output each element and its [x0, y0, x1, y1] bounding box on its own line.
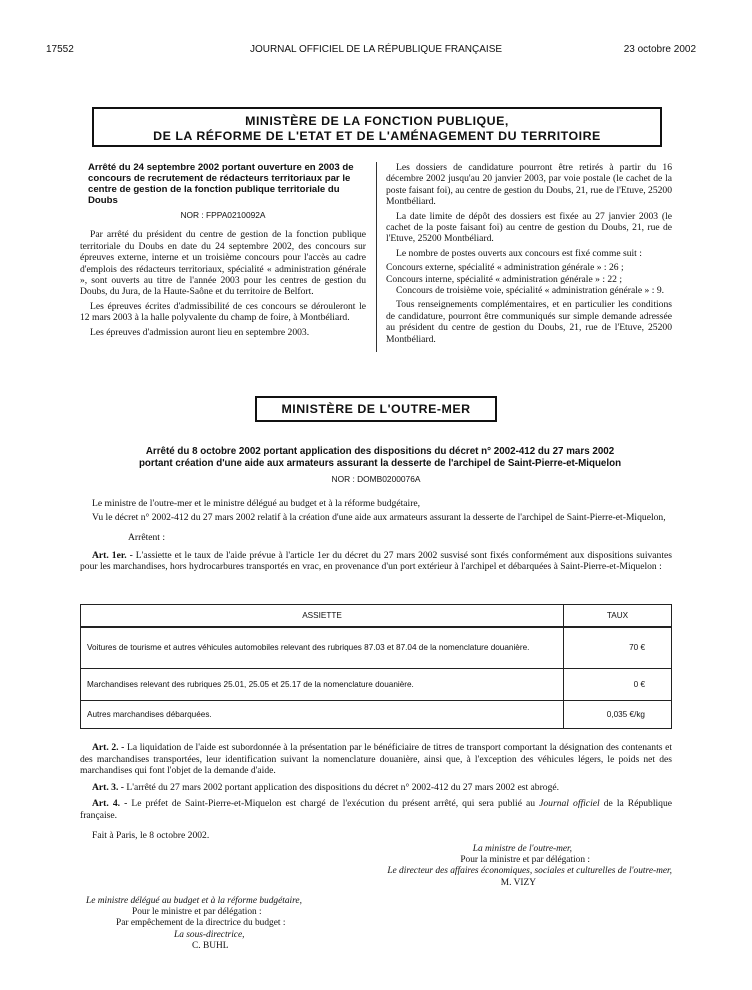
table-row	[81, 669, 672, 701]
article-1-text: L'assiette et le taux de l'aide prévue à l'article 1er du décret du 27 mars 2002 susvisé sont fixés conformément aux dispositions suivantes pour les marchandises, hors hydrocarbures transportés en vrac, en provenance d'un port extérieur à l'archipel et débarquées à Saint-Pierre-et-Miquelon :	[80, 549, 672, 573]
arrete2-title-line1: Arrêté du 8 octobre 2002 portant application des dispositions du décret n° 2002-412 du 27 mars 2002	[145, 446, 615, 457]
arrete1-paragraph: Le nombre de postes ouverts aux concours est fixé comme suit :	[396, 247, 642, 259]
article-1	[80, 550, 672, 573]
article-2-label: Art. 2. -	[92, 742, 125, 753]
header-taux: TAUX	[564, 605, 672, 627]
signatory-title: Le ministre délégué au budget et à la réforme budgétaire,	[86, 896, 302, 906]
postes-item: Concours de troisième voie, spécialité « administration générale » : 9.	[396, 285, 665, 297]
postes-item: Concours interne, spécialité « administration générale » : 22 ;	[386, 273, 623, 285]
issue-date: 23 octobre 2002	[623, 44, 696, 55]
column-divider	[376, 162, 377, 352]
article-4-text-a: Le préfet de Saint-Pierre-et-Miquelon est chargé de l'exécution du présent arrêté, qui sera publié au	[131, 798, 540, 810]
arrete1-paragraph: Les épreuves écrites d'admissibilité de ces concours se dérouleront le 12 mars 2003 à la halle polyvalente du champ de foire, à Montbéliard.	[80, 300, 366, 324]
arrete1-nor: NOR : FPPA0210092A	[180, 210, 266, 220]
article-4-journal: Journal officiel	[539, 798, 600, 810]
cell-taux: 0,035 €/kg	[564, 701, 672, 729]
signature-budget	[86, 896, 386, 952]
table-row	[81, 701, 672, 729]
arrete2-title	[60, 446, 700, 469]
signatory-delegation: Pour le ministre et par délégation :	[132, 907, 262, 918]
postes-item: Concours externe, spécialité « administration générale » : 26 ;	[386, 262, 624, 274]
article-3-label: Art. 3. -	[92, 781, 124, 793]
article-1-label: Art. 1er. -	[92, 549, 133, 561]
arrete2-intro	[80, 498, 672, 578]
table-row	[81, 627, 672, 669]
arrete1-paragraph: La date limite de dépôt des dossiers est fixée au 27 janvier 2003 (le cachet de la poste faisant foi) au centre de gestion du Doubs, 21, rue de l'Etuve, 25200 Montbéliard.	[386, 210, 672, 245]
signatory-delegation: Pour la ministre et par délégation :	[460, 855, 590, 866]
arrete1-paragraph: Les dossiers de candidature pourront être retirés à partir du 16 décembre 2002 jusqu'au 20 janvier 2003, par voie postale (le cachet de la poste faisant foi), au centre de gestion du Doubs, 21, rue de l'Etuve, 25200 Montbéliard.	[386, 162, 673, 208]
arrete1-paragraph: Par arrêté du président du centre de gestion de la fonction publique territoriale du Doubs en date du 24 septembre 2002, des concours sur épreuves externe, interne et un troisième concours pour l'accès au cadre d'emplois des rédacteurs territoriaux, spécialité « administration générale », sont ouverts au titre de l'année 2003 pour les centres de gestion du Doubs, du Jura, de la Haute-Saône et du territoire de Belfort.	[80, 229, 366, 298]
arrete1-title: Arrêté du 24 septembre 2002 portant ouverture en 2003 de concours de recrutement de rédacteurs territoriaux par le centre de gestion de la fonction publique territoriale du Doubs	[88, 162, 354, 206]
journal-title: JOURNAL OFFICIEL DE LA RÉPUBLIQUE FRANÇAISE	[249, 44, 503, 55]
signatory-name: C. BUHL	[192, 940, 229, 951]
intro-vu: Vu le décret n° 2002-412 du 27 mars 2002 relatif à la création d'une aide aux armateurs assurant la desserte de l'archipel de Saint-Pierre-et-Miquelon,	[92, 511, 666, 523]
arrete1-paragraph: Tous renseignements complémentaires, et en particulier les conditions de candidature, pourront être communiqués sur simple demande adressée au président du centre de gestion du Doubs, 21, rue de l'Etuve, 25200 Montbéliard.	[386, 299, 672, 345]
article-3	[80, 782, 672, 794]
cell-assiette: Marchandises relevant des rubriques 25.01, 25.05 et 25.17 de la nomenclature douanière.	[81, 669, 564, 701]
article-4-label: Art. 4. -	[92, 798, 128, 810]
cell-assiette: Voitures de tourisme et autres véhicules automobiles relevant des rubriques 87.03 et 87.04 de la nomenclature douanière.	[81, 627, 564, 669]
cell-assiette: Autres marchandises débarquées.	[81, 701, 564, 729]
signatory-name: M. VIZY	[500, 877, 536, 888]
cell-taux: 70 €	[564, 627, 672, 669]
article-2	[80, 742, 672, 777]
cell-taux: 0 €	[564, 669, 672, 701]
ministry-outre-mer-title: MINISTÈRE DE L'OUTRE-MER	[281, 402, 471, 416]
arrete1-paragraph: Les épreuves d'admission auront lieu en septembre 2003.	[90, 326, 310, 338]
ministry-fonction-publique-box	[92, 107, 662, 147]
ministry-title-line1: MINISTÈRE DE LA FONCTION PUBLIQUE,	[245, 114, 509, 128]
article-4	[80, 798, 672, 821]
arrete1-left-column	[80, 162, 366, 341]
signature-outre-mer	[300, 844, 672, 889]
signatory-subdirector: La sous-directrice,	[174, 929, 245, 940]
arrete2-nor: NOR : DOMB0200076A	[331, 474, 421, 484]
arrete1-right-column	[386, 162, 672, 348]
fait-a-paris: Fait à Paris, le 8 octobre 2002.	[92, 829, 210, 841]
article-2-text: La liquidation de l'aide est subordonnée à la présentation par le bénéficiaire de titres de transport comportant la désignation des contenants et des marchandises transportées, leur identification suivant la nomenclature douanière, ainsi que, à l'exception des véhicules légers, le poids net des marchandises qui font l'objet de la demande d'aide.	[80, 742, 673, 777]
ministry-outre-mer-box	[255, 396, 497, 422]
ministry-title-line2: DE LA RÉFORME DE L'ETAT ET DE L'AMÉNAGEMENT DU TERRITOIRE	[153, 129, 601, 143]
assiette-taux-table	[80, 604, 672, 729]
signatory-director: Le directeur des affaires économiques, sociales et culturelles de l'outre-mer,	[387, 866, 672, 877]
article-4-text-b: de la République française.	[80, 798, 673, 821]
signatory-title: La ministre de l'outre-mer,	[472, 844, 572, 854]
signatory-empechement: Par empêchement de la directrice du budget :	[116, 918, 286, 929]
arretent: Arrêtent :	[128, 532, 166, 544]
arrete2-title-line2: portant création d'une aide aux armateurs assurant la desserte de l'archipel de Saint-Pierre-et-Miquelon	[138, 457, 622, 469]
article-3-text: L'arrêté du 27 mars 2002 portant application des dispositions du décret n° 2002-412 du 27 mars 2002 est abrogé.	[126, 781, 560, 793]
table-header-row	[81, 605, 672, 627]
arrete2-articles	[80, 742, 672, 846]
header-assiette: ASSIETTE	[81, 605, 564, 627]
intro-ministers: Le ministre de l'outre-mer et le ministre délégué au budget et à la réforme budgétaire,	[92, 498, 421, 509]
page-number: 17552	[46, 44, 74, 55]
